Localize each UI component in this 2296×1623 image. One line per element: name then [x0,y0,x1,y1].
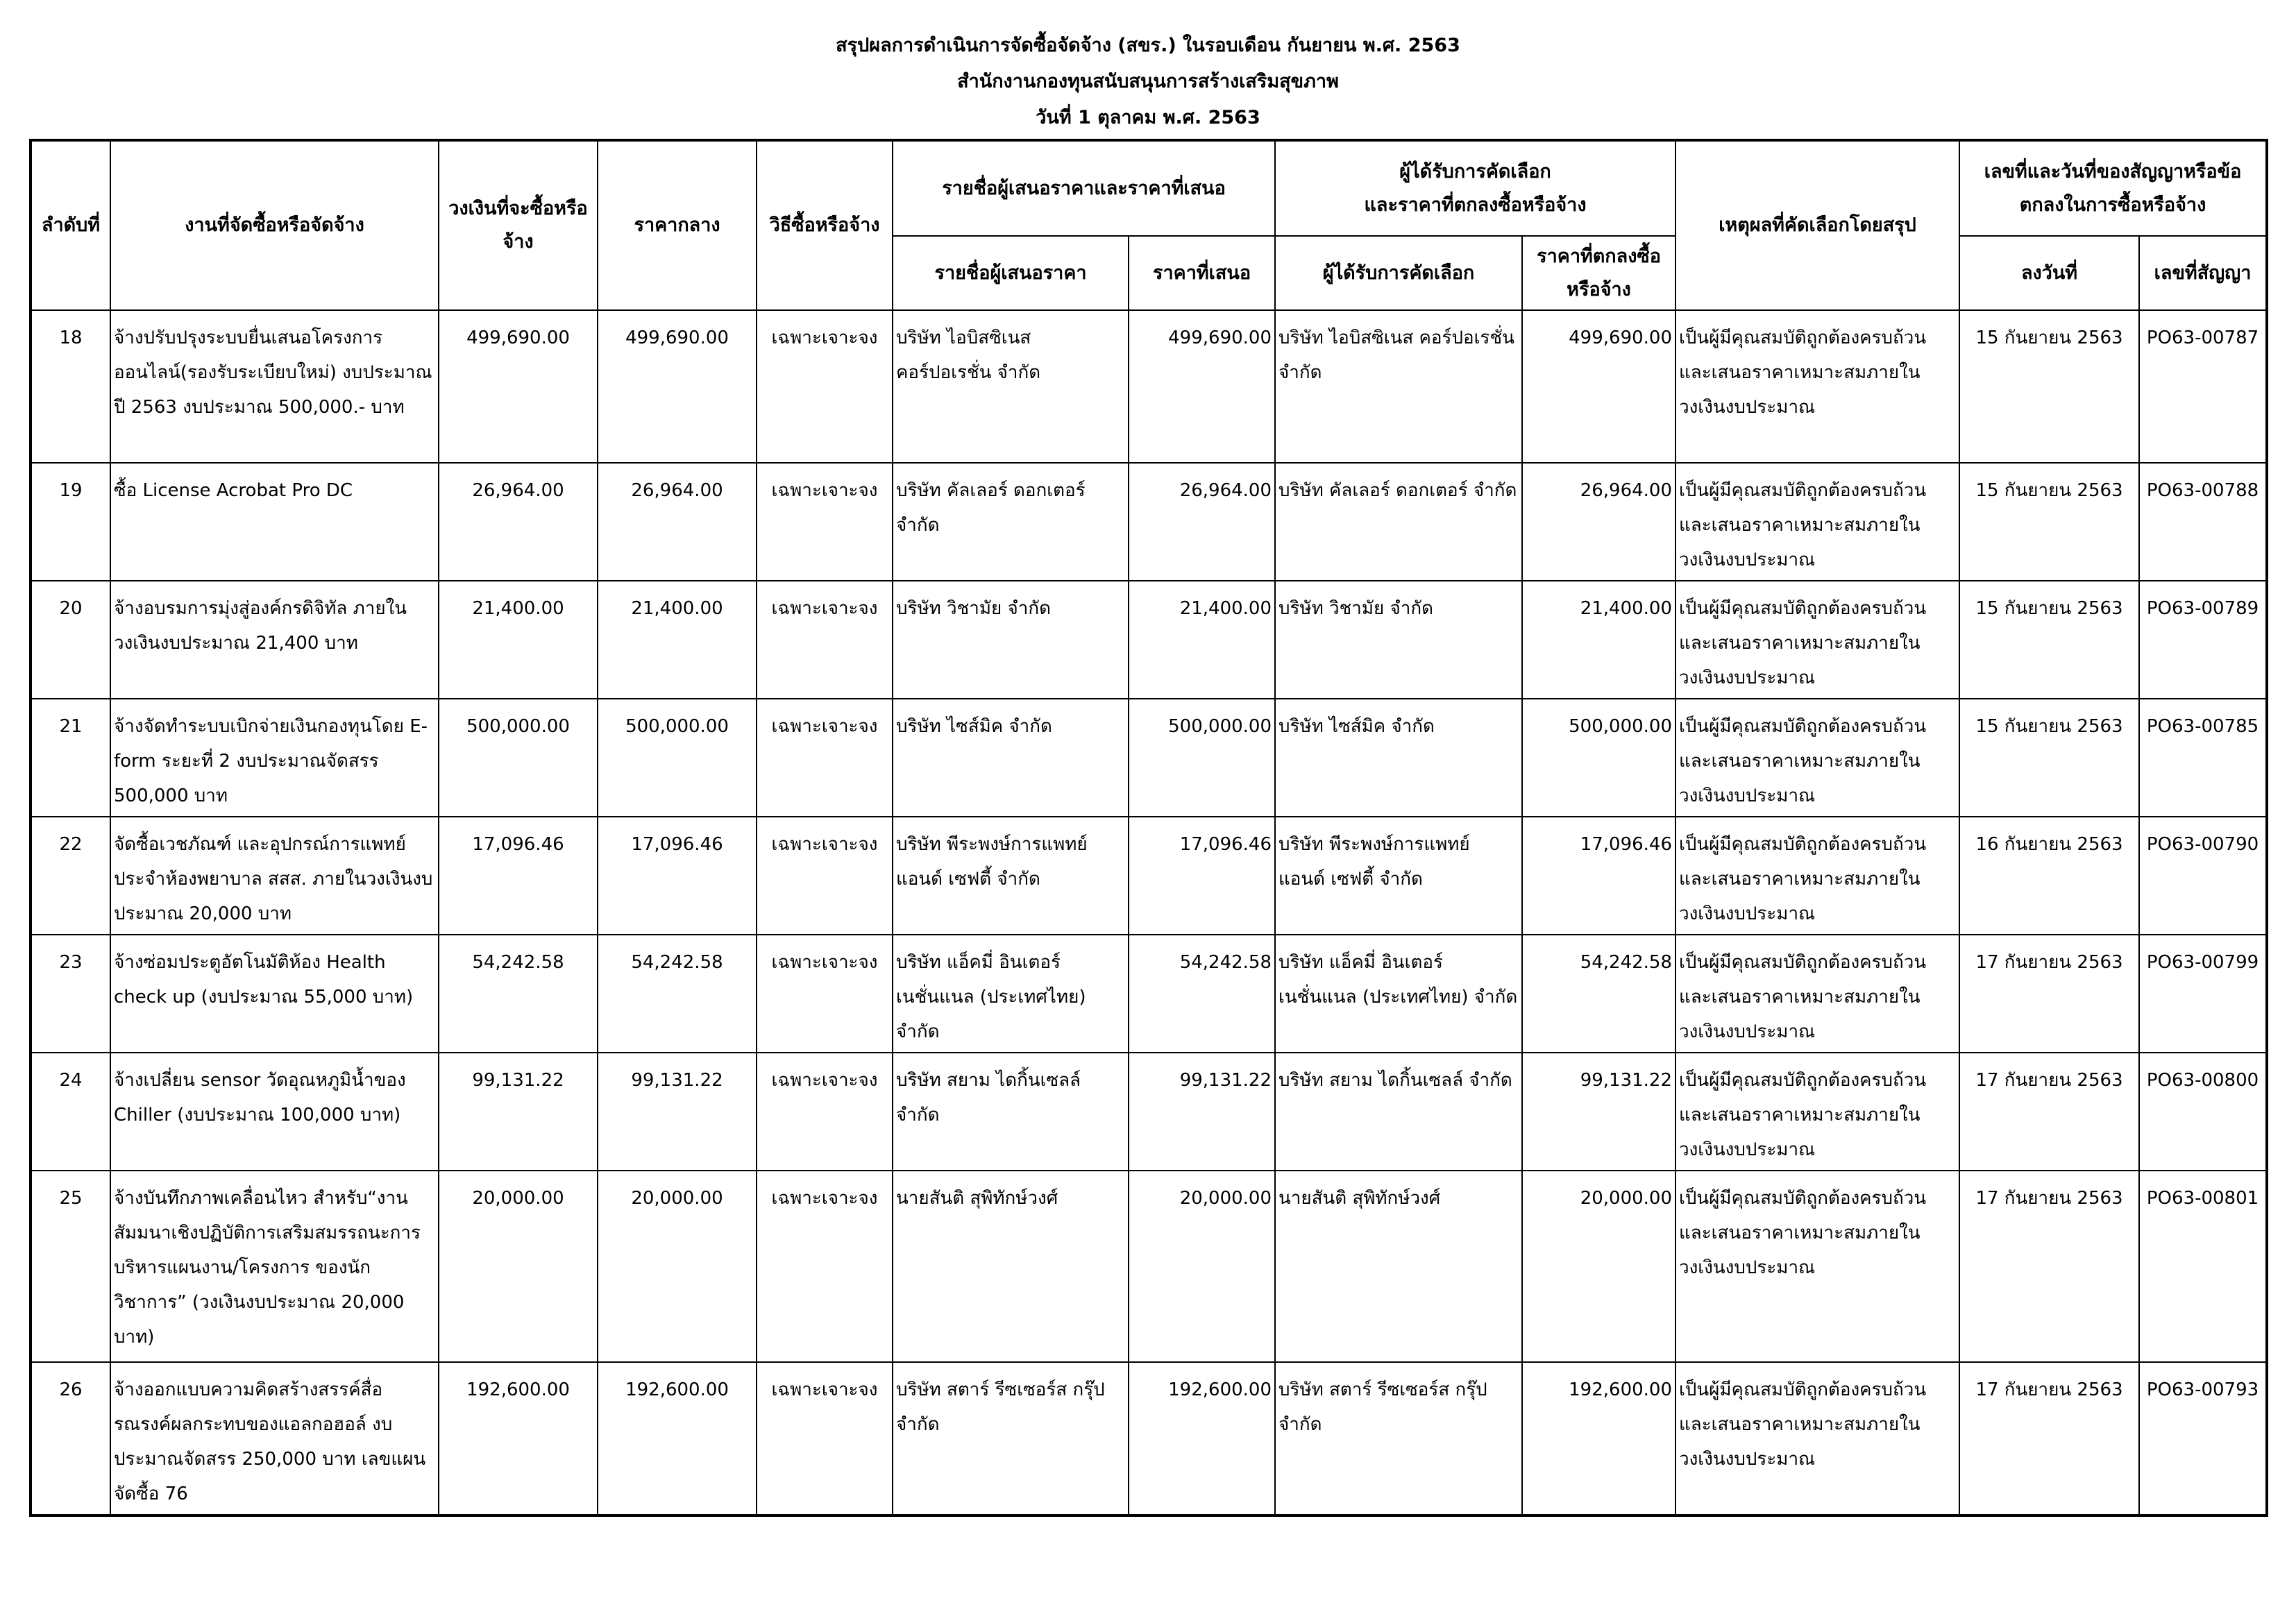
cell-median-price: 99,131.22 [598,1053,757,1171]
cell-seq: 20 [31,581,110,699]
cell-median-price: 17,096.46 [598,817,757,935]
document-date: วันที่ 1 ตุลาคม พ.ศ. 2563 [1036,107,1260,128]
winner-group-line2: และราคาที่ตกลงซื้อหรือจ้าง [1364,194,1587,216]
cell-bidder: บริษัท คัลเลอร์ ดอกเตอร์ จำกัด [893,463,1129,581]
cell-agreed-price: 21,400.00 [1522,581,1675,699]
cell-method: เฉพาะเจาะจง [757,935,893,1053]
cell-agreed-price: 26,964.00 [1522,463,1675,581]
cell-bid-price: 54,242.58 [1129,935,1275,1053]
cell-budget: 54,242.58 [439,935,598,1053]
cell-winner: นายสันติ สุพิทักษ์วงศ์ [1275,1171,1522,1362]
cell-bidder: บริษัท ไอบิสซิเนส คอร์ปอเรชั่น จำกัด [893,310,1129,463]
cell-bid-price: 499,690.00 [1129,310,1275,463]
cell-agreed-price: 192,600.00 [1522,1362,1675,1515]
col-header-bidder-name: รายชื่อผู้เสนอราคา [893,236,1129,310]
cell-contract-date: 17 กันยายน 2563 [1959,1053,2139,1171]
cell-budget: 21,400.00 [439,581,598,699]
table-row [31,581,2267,699]
cell-bidder: บริษัท แอ็คมี่ อินเตอร์เนชั่นแนล (ประเทศไทย) จำกัด [893,935,1129,1053]
cell-winner: บริษัท แอ็คมี่ อินเตอร์เนชั่นแนล (ประเทศไทย) จำกัด [1275,935,1522,1053]
table-row [31,1171,2267,1362]
cell-work: จ้างบันทึกภาพเคลื่อนไหว สำหรับ“งานสัมมนาเชิงปฏิบัติการเสริมสมรรถนะการบริหารแผนงาน/โครงการ ของนักวิชาการ” (วงเงินงบประมาณ 20,000 บาท) [110,1171,439,1362]
cell-agreed-price: 99,131.22 [1522,1053,1675,1171]
cell-bid-price: 192,600.00 [1129,1362,1275,1515]
cell-median-price: 499,690.00 [598,310,757,463]
cell-reason: เป็นผู้มีคุณสมบัติถูกต้องครบถ้วนและเสนอราคาเหมาะสมภายในวงเงินงบประมาณ [1675,310,1959,463]
cell-work: จัดซื้อเวชภัณฑ์ และอุปกรณ์การแพทย์ประจำห้องพยาบาล สสส. ภายในวงเงินงบประมาณ 20,000 บาท [110,817,439,935]
cell-bidder: บริษัท พีระพงษ์การแพทย์ แอนด์ เซฟตี้ จำกัด [893,817,1129,935]
cell-method: เฉพาะเจาะจง [757,1362,893,1515]
table-row [31,1362,2267,1515]
cell-bid-price: 20,000.00 [1129,1171,1275,1362]
cell-bid-price: 21,400.00 [1129,581,1275,699]
cell-winner: บริษัท คัลเลอร์ ดอกเตอร์ จำกัด [1275,463,1522,581]
cell-bidder: นายสันติ สุพิทักษ์วงศ์ [893,1171,1129,1362]
document-title: สรุปผลการดำเนินการจัดซื้อจัดจ้าง (สขร.) ในรอบเดือน กันยายน พ.ศ. 2563 [836,35,1460,56]
cell-agreed-price: 17,096.46 [1522,817,1675,935]
cell-reason: เป็นผู้มีคุณสมบัติถูกต้องครบถ้วนและเสนอราคาเหมาะสมภายในวงเงินงบประมาณ [1675,1171,1959,1362]
cell-reason: เป็นผู้มีคุณสมบัติถูกต้องครบถ้วนและเสนอราคาเหมาะสมภายในวงเงินงบประมาณ [1675,581,1959,699]
table-row [31,935,2267,1053]
cell-seq: 18 [31,310,110,463]
cell-winner: บริษัท สยาม ไดกิ้นเซลล์ จำกัด [1275,1053,1522,1171]
col-header-bidders-group: รายชื่อผู้เสนอราคาและราคาที่เสนอ [893,140,1275,236]
cell-seq: 24 [31,1053,110,1171]
cell-method: เฉพาะเจาะจง [757,581,893,699]
cell-bidder: บริษัท วิชามัย จำกัด [893,581,1129,699]
cell-budget: 500,000.00 [439,699,598,817]
cell-bid-price: 99,131.22 [1129,1053,1275,1171]
col-header-median-price: ราคากลาง [598,140,757,310]
cell-contract-date: 15 กันยายน 2563 [1959,463,2139,581]
cell-budget: 20,000.00 [439,1171,598,1362]
cell-budget: 26,964.00 [439,463,598,581]
cell-contract-no: PO63-00801 [2139,1171,2267,1362]
cell-contract-date: 17 กันยายน 2563 [1959,1362,2139,1515]
cell-seq: 22 [31,817,110,935]
cell-contract-no: PO63-00793 [2139,1362,2267,1515]
cell-work: จ้างเปลี่ยน sensor วัดอุณหภูมิน้ำของ Chiller (งบประมาณ 100,000 บาท) [110,1053,439,1171]
cell-agreed-price: 499,690.00 [1522,310,1675,463]
cell-contract-date: 15 กันยายน 2563 [1959,310,2139,463]
cell-method: เฉพาะเจาะจง [757,310,893,463]
col-header-winner-group [1275,140,1675,236]
cell-agreed-price: 500,000.00 [1522,699,1675,817]
cell-bid-price: 17,096.46 [1129,817,1275,935]
organization-name: สำนักงานกองทุนสนับสนุนการสร้างเสริมสุขภาพ [957,71,1339,92]
cell-winner: บริษัท สตาร์ รีซเซอร์ส กรุ๊ป จำกัด [1275,1362,1522,1515]
cell-bidder: บริษัท สตาร์ รีซเซอร์ส กรุ๊ป จำกัด [893,1362,1129,1515]
cell-contract-date: 16 กันยายน 2563 [1959,817,2139,935]
cell-reason: เป็นผู้มีคุณสมบัติถูกต้องครบถ้วนและเสนอราคาเหมาะสมภายในวงเงินงบประมาณ [1675,935,1959,1053]
table-row [31,310,2267,463]
cell-seq: 25 [31,1171,110,1362]
cell-reason: เป็นผู้มีคุณสมบัติถูกต้องครบถ้วนและเสนอราคาเหมาะสมภายในวงเงินงบประมาณ [1675,1362,1959,1515]
table-row [31,463,2267,581]
cell-median-price: 192,600.00 [598,1362,757,1515]
col-header-method: วิธีซื้อหรือจ้าง [757,140,893,310]
cell-reason: เป็นผู้มีคุณสมบัติถูกต้องครบถ้วนและเสนอราคาเหมาะสมภายในวงเงินงบประมาณ [1675,1053,1959,1171]
cell-method: เฉพาะเจาะจง [757,463,893,581]
cell-work: จ้างออกแบบความคิดสร้างสรรค์สื่อรณรงค์ผลกระทบของแอลกอฮอล์ งบประมาณจัดสรร 250,000 บาท เลขแผนจัดซื้อ 76 [110,1362,439,1515]
document-header [0,28,2296,136]
cell-agreed-price: 20,000.00 [1522,1171,1675,1362]
cell-contract-no: PO63-00785 [2139,699,2267,817]
cell-seq: 26 [31,1362,110,1515]
cell-contract-no: PO63-00790 [2139,817,2267,935]
table-row [31,817,2267,935]
cell-contract-date: 15 กันยายน 2563 [1959,699,2139,817]
cell-seq: 23 [31,935,110,1053]
cell-contract-no: PO63-00788 [2139,463,2267,581]
col-header-contract-no: เลขที่สัญญา [2139,236,2267,310]
col-header-seq: ลำดับที่ [31,140,110,310]
cell-median-price: 500,000.00 [598,699,757,817]
cell-seq: 19 [31,463,110,581]
cell-budget: 99,131.22 [439,1053,598,1171]
cell-winner: บริษัท ไซส์มิค จำกัด [1275,699,1522,817]
cell-contract-date: 17 กันยายน 2563 [1959,935,2139,1053]
col-header-contract-group: เลขที่และวันที่ของสัญญาหรือข้อตกลงในการซื้อหรือจ้าง [1959,140,2267,236]
cell-contract-date: 17 กันยายน 2563 [1959,1171,2139,1362]
cell-contract-no: PO63-00789 [2139,581,2267,699]
cell-method: เฉพาะเจาะจง [757,1053,893,1171]
winner-group-line1: ผู้ได้รับการคัดเลือก [1399,160,1551,182]
cell-method: เฉพาะเจาะจง [757,1171,893,1362]
table-row [31,699,2267,817]
cell-seq: 21 [31,699,110,817]
cell-contract-no: PO63-00800 [2139,1053,2267,1171]
cell-reason: เป็นผู้มีคุณสมบัติถูกต้องครบถ้วนและเสนอราคาเหมาะสมภายในวงเงินงบประมาณ [1675,463,1959,581]
cell-contract-no: PO63-00787 [2139,310,2267,463]
cell-contract-no: PO63-00799 [2139,935,2267,1053]
cell-reason: เป็นผู้มีคุณสมบัติถูกต้องครบถ้วนและเสนอราคาเหมาะสมภายในวงเงินงบประมาณ [1675,699,1959,817]
cell-budget: 499,690.00 [439,310,598,463]
cell-winner: บริษัท วิชามัย จำกัด [1275,581,1522,699]
cell-work: ซื้อ License Acrobat Pro DC [110,463,439,581]
col-header-bid-price: ราคาที่เสนอ [1129,236,1275,310]
cell-bid-price: 500,000.00 [1129,699,1275,817]
col-header-reason: เหตุผลที่คัดเลือกโดยสรุป [1675,140,1959,310]
cell-work: จ้างจัดทำระบบเบิกจ่ายเงินกองทุนโดย E-form ระยะที่ 2 งบประมาณจัดสรร 500,000 บาท [110,699,439,817]
cell-median-price: 54,242.58 [598,935,757,1053]
col-header-winner-name: ผู้ได้รับการคัดเลือก [1275,236,1522,310]
cell-work: จ้างอบรมการมุ่งสู่องค์กรดิจิทัล ภายในวงเงินงบประมาณ 21,400 บาท [110,581,439,699]
col-header-work: งานที่จัดซื้อหรือจัดจ้าง [110,140,439,310]
cell-budget: 17,096.46 [439,817,598,935]
table-row [31,1053,2267,1171]
cell-method: เฉพาะเจาะจง [757,699,893,817]
cell-budget: 192,600.00 [439,1362,598,1515]
procurement-table [29,139,2268,1517]
col-header-budget: วงเงินที่จะซื้อหรือจ้าง [439,140,598,310]
cell-median-price: 26,964.00 [598,463,757,581]
cell-median-price: 20,000.00 [598,1171,757,1362]
cell-median-price: 21,400.00 [598,581,757,699]
cell-bidder: บริษัท ไซส์มิค จำกัด [893,699,1129,817]
cell-bid-price: 26,964.00 [1129,463,1275,581]
cell-winner: บริษัท พีระพงษ์การแพทย์ แอนด์ เซฟตี้ จำกัด [1275,817,1522,935]
cell-agreed-price: 54,242.58 [1522,935,1675,1053]
cell-method: เฉพาะเจาะจง [757,817,893,935]
col-header-contract-date: ลงวันที่ [1959,236,2139,310]
cell-reason: เป็นผู้มีคุณสมบัติถูกต้องครบถ้วนและเสนอราคาเหมาะสมภายในวงเงินงบประมาณ [1675,817,1959,935]
cell-contract-date: 15 กันยายน 2563 [1959,581,2139,699]
cell-work: จ้างซ่อมประตูอัตโนมัติห้อง Health check up (งบประมาณ 55,000 บาท) [110,935,439,1053]
cell-work: จ้างปรับปรุงระบบยื่นเสนอโครงการออนไลน์(รองรับระเบียบใหม่) งบประมาณปี 2563 งบประมาณ 500,000.- บาท [110,310,439,463]
col-header-agreed-price: ราคาที่ตกลงซื้อหรือจ้าง [1522,236,1675,310]
cell-winner: บริษัท ไอบิสซิเนส คอร์ปอเรชั่น จำกัด [1275,310,1522,463]
cell-bidder: บริษัท สยาม ไดกิ้นเซลล์ จำกัด [893,1053,1129,1171]
